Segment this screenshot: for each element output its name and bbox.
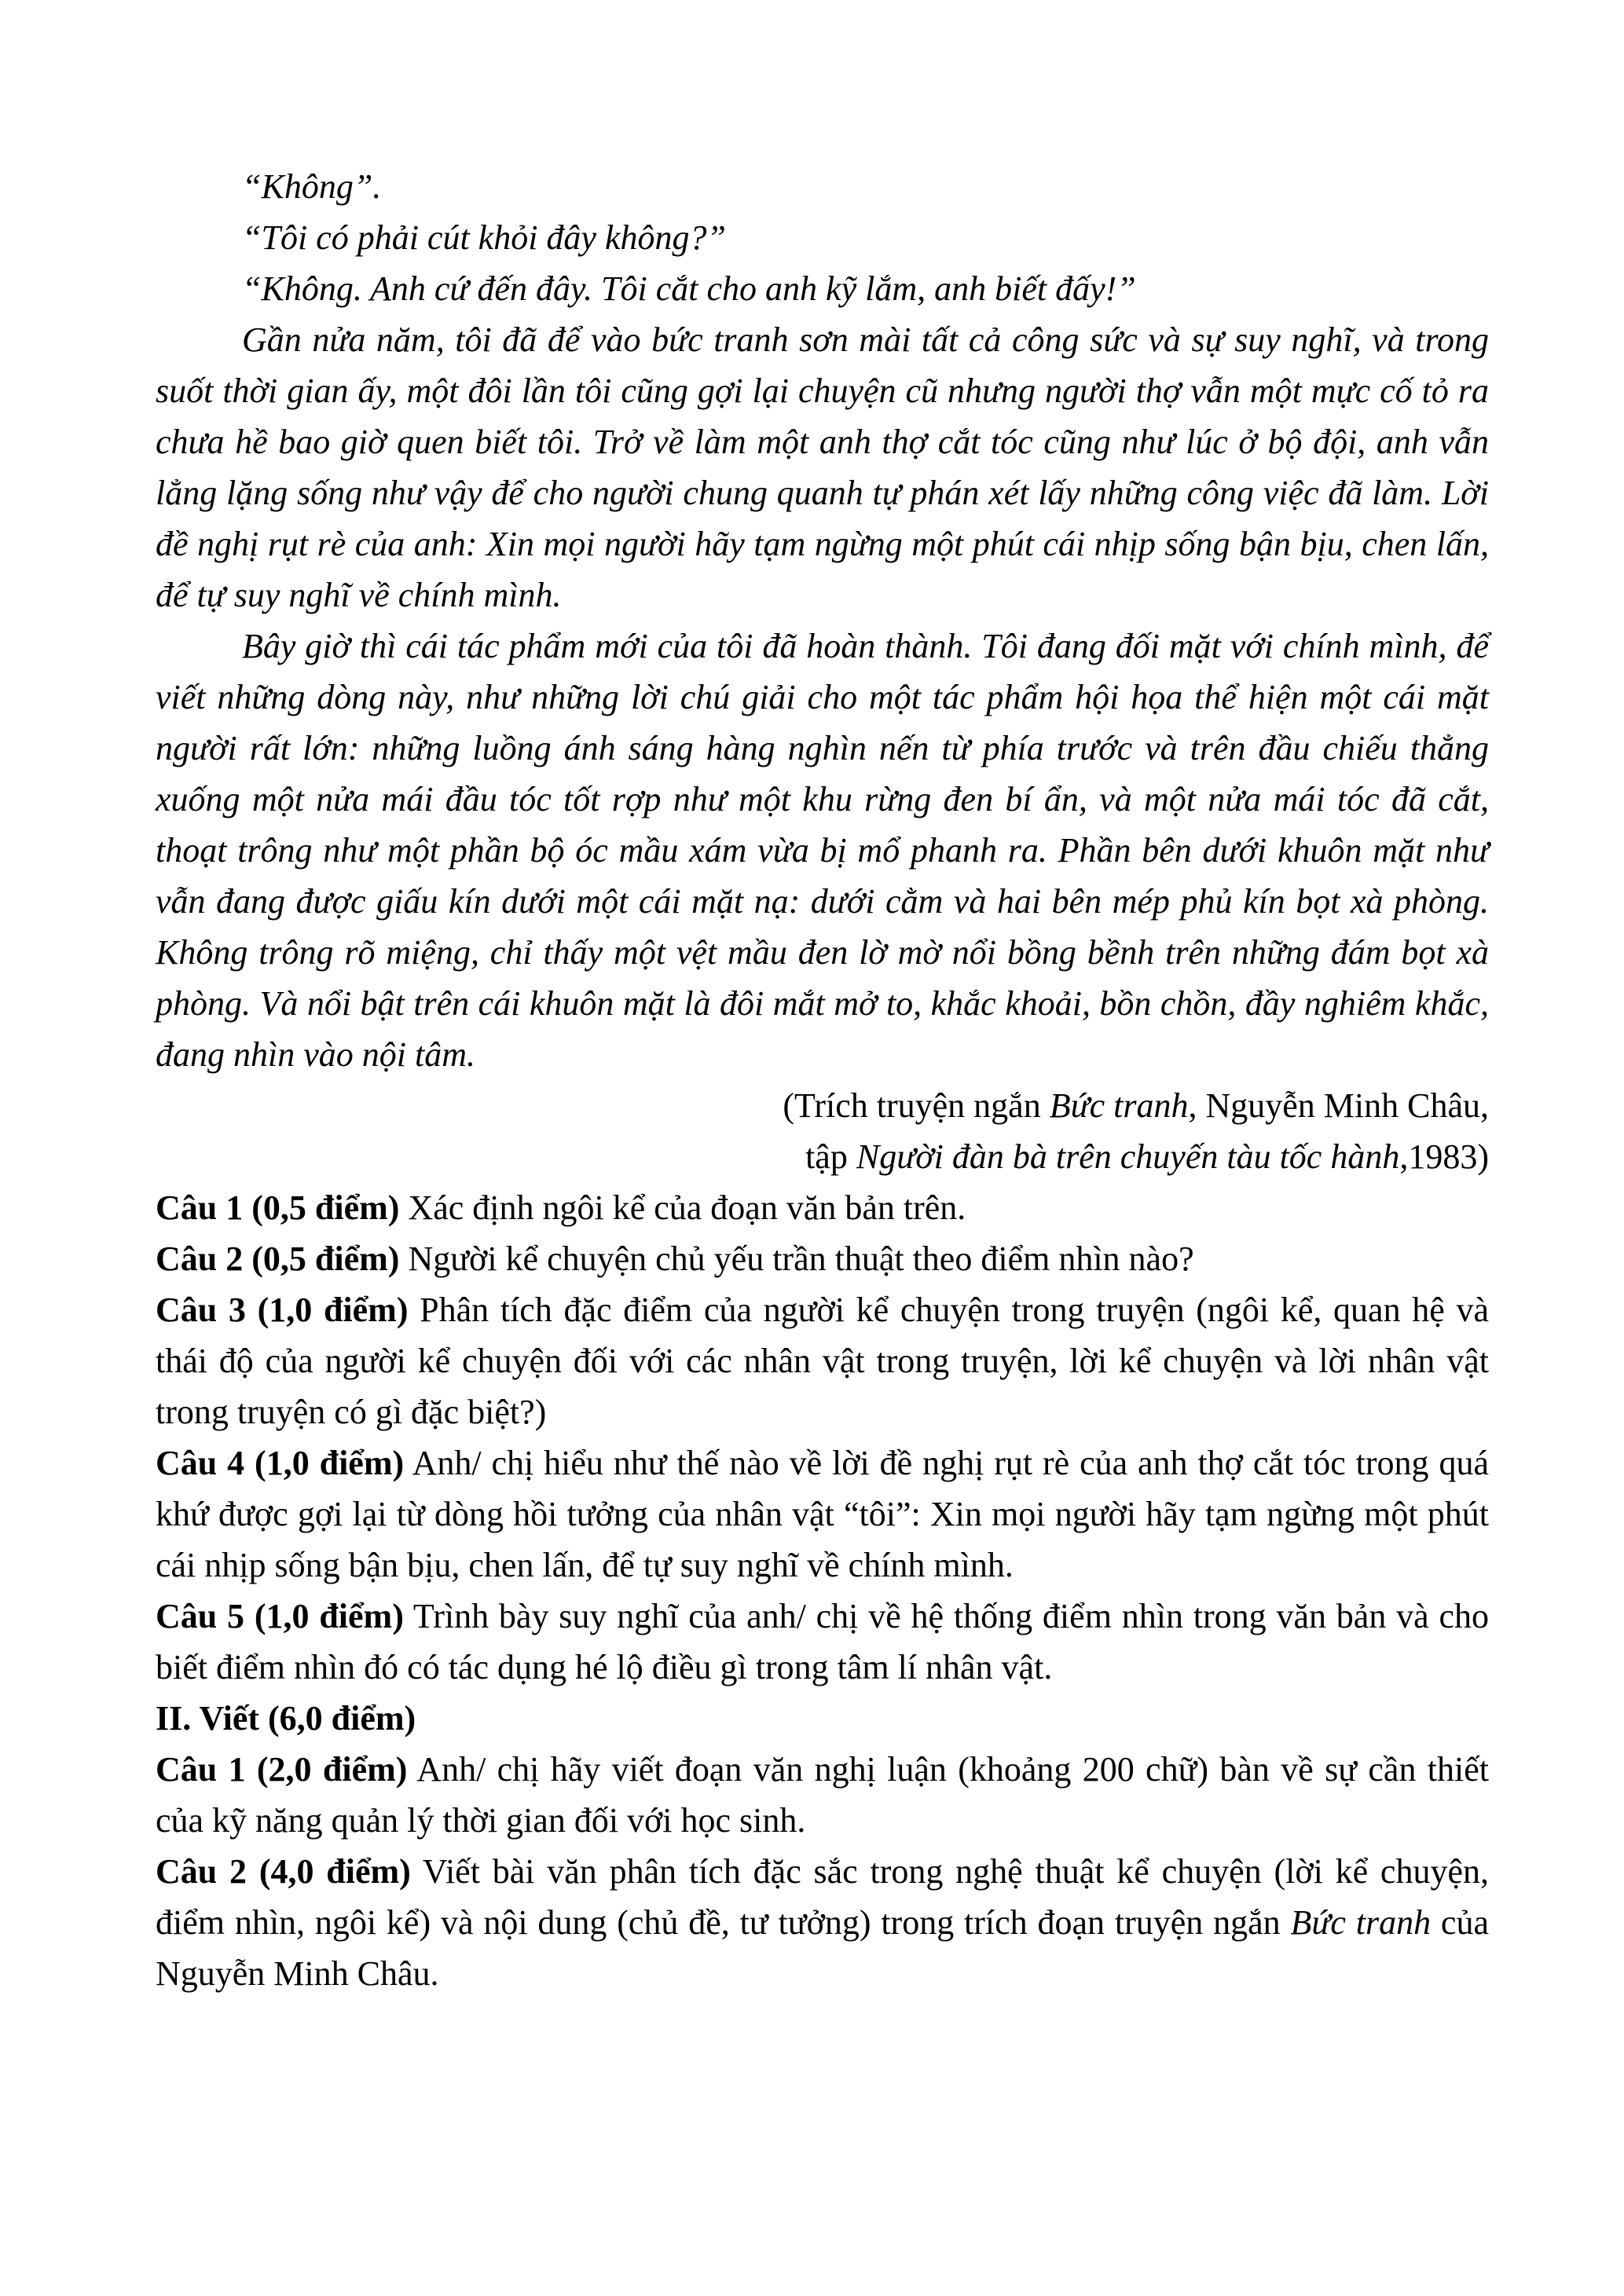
- writing-question-1: [156, 1744, 1489, 1846]
- passage-paragraph-1: Gần nửa năm, tôi đã để vào bức tranh sơn mài tất cả công sức và sự suy nghĩ, và trong suốt thời gian ấy, một đôi lần tôi cũng gợi lại chuyện cũ nhưng người thợ vẫn một mực cố tỏ ra chưa hề bao giờ quen biết tôi. Trở về làm một anh thợ cắt tóc cũng như lúc ở bộ đội, anh vẫn lẳng lặng sống như vậy để cho người chung quanh tự phán xét lấy những công việc đã làm. Lời đề nghị rụt rè của anh: Xin mọi người hãy tạm ngừng một phút cái nhịp sống bận bịu, chen lấn, để tự suy nghĩ về chính mình.: [156, 320, 1489, 614]
- attribution-post-1: , Nguyễn Minh Châu,: [1188, 1086, 1489, 1125]
- question-4: [156, 1437, 1489, 1591]
- writing-section-header: II. Viết (6,0 điểm): [156, 1699, 416, 1738]
- writing-question-2-text-after: của Nguyễn Minh Châu.: [156, 1903, 1489, 1993]
- attribution-title-2: Người đàn bà trên chuyến tàu tốc hành: [856, 1137, 1400, 1176]
- writing-question-1-label: Câu 1 (2,0 điểm): [156, 1750, 408, 1789]
- attribution-pre-2: tập: [805, 1137, 856, 1176]
- attribution-title-1: Bức tranh: [1049, 1086, 1189, 1125]
- question-1-text: Xác định ngôi kể của đoạn văn bản trên.: [399, 1188, 966, 1227]
- writing-question-2-label: Câu 2 (4,0 điểm): [156, 1852, 411, 1891]
- writing-question-2-title: Bức tranh: [1290, 1903, 1432, 1942]
- question-1: [156, 1182, 1489, 1233]
- attribution-line-2: [156, 1131, 1489, 1182]
- question-2-label: Câu 2 (0,5 điểm): [156, 1240, 400, 1278]
- question-3-label: Câu 3 (1,0 điểm): [156, 1291, 409, 1329]
- writing-question-2: [156, 1846, 1489, 1999]
- question-3-text: Phân tích đặc điểm của người kể chuyện trong truyện (ngôi kể, quan hệ và thái độ của người kể chuyện đối với các nhân vật trong truyện, lời kể chuyện và lời nhân vật trong truyện có gì đặc biệt?): [156, 1291, 1489, 1431]
- writing-question-1-text: Anh/ chị hãy viết đoạn văn nghị luận (khoảng 200 chữ) bàn về sự cần thiết của kỹ năng quản lý thời gian đối với học sinh.: [156, 1750, 1489, 1840]
- question-4-label: Câu 4 (1,0 điểm): [156, 1444, 405, 1482]
- question-3: [156, 1284, 1489, 1437]
- attribution-line-1: [156, 1080, 1489, 1131]
- quote-line-3: “Không. Anh cứ đến đây. Tôi cắt cho anh kỹ lắm, anh biết đấy!”: [242, 269, 1136, 308]
- question-4-text: Anh/ chị hiểu như thế nào về lời đề nghị rụt rè của anh thợ cắt tóc trong quá khứ được gợi lại từ dòng hồi tưởng của nhân vật “tôi”: Xin mọi người hãy tạm ngừng một phút cái nhịp sống bận bịu, chen lấn, để tự suy nghĩ về chính mình.: [156, 1444, 1489, 1584]
- question-5-text: Trình bày suy nghĩ của anh/ chị về hệ thống điểm nhìn trong văn bản và cho biết điểm nhìn đó có tác dụng hé lộ điều gì trong tâm lí nhân vật.: [156, 1597, 1489, 1686]
- attribution-pre-1: (Trích truyện ngắn: [783, 1086, 1050, 1125]
- passage-paragraph-2: Bây giờ thì cái tác phẩm mới của tôi đã hoàn thành. Tôi đang đối mặt với chính mình, để viết những dòng này, như những lời chú giải cho một tác phẩm hội họa thể hiện một cái mặt người rất lớn: những luồng ánh sáng hàng nghìn nến từ phía trước và trên đầu chiếu thẳng xuống một nửa mái đầu tóc tốt rợp như một khu rừng đen bí ẩn, và một nửa mái tóc đã cắt, thoạt trông như một phần bộ óc mầu xám vừa bị mổ phanh ra. Phần bên dưới khuôn mặt như vẫn đang được giấu kín dưới một cái mặt nạ: dưới cằm và hai bên mép phủ kín bọt xà phòng. Không trông rõ miệng, chỉ thấy một vệt mầu đen lờ mờ nổi bồng bềnh trên những đám bọt xà phòng. Và nổi bật trên cái khuôn mặt là đôi mắt mở to, khắc khoải, bồn chồn, đầy nghiêm khắc, đang nhìn vào nội tâm.: [156, 627, 1489, 1074]
- quote-line-2: “Tôi có phải cút khỏi đây không?”: [242, 218, 726, 257]
- question-2-text: Người kể chuyện chủ yếu trần thuật theo điểm nhìn nào?: [399, 1240, 1194, 1278]
- question-2: [156, 1233, 1489, 1284]
- attribution-post-2: ,1983): [1399, 1137, 1489, 1176]
- question-5: [156, 1591, 1489, 1693]
- quote-line-1: “Không”.: [242, 167, 382, 206]
- writing-question-2-text-before: Viết bài văn phân tích đặc sắc trong nghệ thuật kể chuyện (lời kể chuyện, điểm nhìn, ngôi kể) và nội dung (chủ đề, tư tưởng) trong trích đoạn truyện ngắn: [156, 1852, 1489, 1942]
- question-5-label: Câu 5 (1,0 điểm): [156, 1597, 404, 1635]
- question-1-label: Câu 1 (0,5 điểm): [156, 1188, 400, 1227]
